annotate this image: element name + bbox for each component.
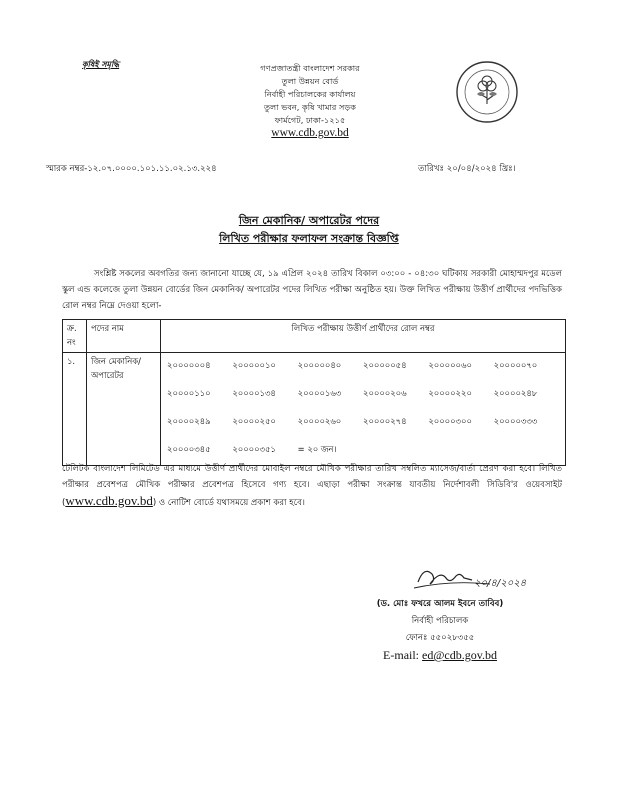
header-post-name: পদের নাম xyxy=(87,320,161,353)
signer-name: (ড. মোঃ ফখরে আলম ইবনে তাবিব) xyxy=(376,599,504,609)
roll-number: = ২০ জন। xyxy=(297,444,337,454)
email-link[interactable]: ed@cdb.gov.bd xyxy=(422,648,497,662)
handwritten-signature-icon xyxy=(410,560,527,596)
roll-number: ২০০০০১১০ xyxy=(167,388,211,398)
roll-number: ২০০০০২৬০ xyxy=(297,416,342,426)
header-government: গণপ্রজাতন্ত্রী বাংলাদেশ সরকার xyxy=(260,63,360,73)
results-table xyxy=(62,319,566,466)
roll-number-list xyxy=(165,355,561,463)
row-serial: ১. xyxy=(63,353,87,466)
cotton-development-board-seal-icon xyxy=(455,60,519,124)
header-address: তুলা ভবন, কৃষি খামার সড়ক xyxy=(264,102,356,112)
notice-date: তারিখঃ ২০/০৪/২০২৪ খ্রিঃ। xyxy=(418,164,516,174)
intro-paragraph: সংশ্লিষ্ট সকলের অবগতির জন্য জানানো যাচ্ছে যে, ১৯ এপ্রিল ২০২৪ তারিখ বিকাল ০৩:০০ - ০৪:৩০ ঘটিকায় সরকারী মোহাম্মদপুর মডেল স্কুল এন্ড কলেজে তুলা উন্নয়ন বোর্ডের জিন মেকানিক/ অপারেটর পদের লিখিত পরীক্ষা অনুষ্ঠিত হয়। উক্ত লিখিত পরীক্ষায় উত্তীর্ণ প্রার্থীদের পদভিত্তিক রোল নম্বর নিম্নে দেওয়া হলো- xyxy=(62,269,562,311)
roll-number: ২০০০০৩৫১ xyxy=(232,444,276,454)
header-website-link[interactable]: www.cdb.gov.bd xyxy=(271,127,349,139)
roll-number: ২০০০০১৩৪ xyxy=(232,388,276,398)
roll-number: ২০০০০৩৩৩ xyxy=(493,416,538,426)
roll-number: ২০০০০০০৪ xyxy=(167,360,211,370)
roll-number: ২০০০০২৭৪ xyxy=(363,416,407,426)
roll-number: ২০০০০২৪৮ xyxy=(493,388,538,398)
roll-number: ২০০০০২২০ xyxy=(428,388,472,398)
header-serial: ক্র. নং xyxy=(63,320,87,353)
roll-number: ২০০০০২০৬ xyxy=(363,388,407,398)
office-header xyxy=(200,62,420,140)
website-link[interactable]: www.cdb.gov.bd xyxy=(65,493,153,508)
row-post-name: জিন মেকানিক/ অপারেটর xyxy=(87,353,161,466)
notice-title-line2: লিখিত পরীক্ষার ফলাফল সংক্রান্ত বিজ্ঞপ্তি xyxy=(219,232,399,245)
signature-date: ২০/৪/২০২৪ xyxy=(474,578,527,589)
roll-number: ২০০০০০১০ xyxy=(232,360,276,370)
roll-number: ২০০০০২৫০ xyxy=(232,416,276,426)
motto: কৃষিই সমৃদ্ধি xyxy=(82,60,120,69)
header-office: নির্বাহী পরিচালকের কার্যালয় xyxy=(264,89,356,99)
signer-phone: ফোনঃ ৫৫০২৮৩৫৫ xyxy=(405,633,475,643)
roll-number: ২০০০০০৫৪ xyxy=(363,360,407,370)
signer-designation: নির্বাহী পরিচালক xyxy=(411,616,469,626)
roll-number: ২০০০০৩৪৫ xyxy=(167,444,211,454)
header-city: ফার্মগেট, ঢাকা-১২১৫ xyxy=(274,115,346,125)
signer-block xyxy=(320,596,560,664)
instructions-paragraph: টেলিটক বাংলাদেশ লিমিটেড এর মাধ্যমে উত্তীর্ণ প্রার্থীদের মোবাইল নম্বরে মৌখিক পরীক্ষার তারিখ সম্বলিত ম্যাসেজ/বার্তা প্রেরণ করা হবে। লিখিত পরীক্ষার প্রবেশপত্র মৌখিক পরীক্ষার প্রবেশপত্র হিসেবে গণ্য হবে। এছাড়া পরীক্ষা সংক্রান্ত যাবতীয় নির্দেশাবলী সিডিবি'র ওয়েবসাইট (www.cdb.gov.bd) ও নোটিশ বোর্ডে যথাসময়ে প্রকাশ করা হবে। xyxy=(62,464,562,508)
roll-number: ২০০০০৩০০ xyxy=(428,416,472,426)
memo-number: স্মারক নম্বর-১২.০৭.০০০০.১০১.১১.০২.১৩.২২৪ xyxy=(46,164,217,174)
table-row xyxy=(63,353,566,466)
roll-number: ২০০০০০৭০ xyxy=(493,360,538,370)
roll-number: ২০০০০২৪৯ xyxy=(167,416,211,426)
table-header-row xyxy=(63,320,566,353)
roll-number: ২০০০০১৬৩ xyxy=(297,388,342,398)
roll-number: ২০০০০০৬০ xyxy=(428,360,472,370)
header-roll-numbers: লিখিত পরীক্ষায় উত্তীর্ণ প্রার্থীদের রোল নম্বর xyxy=(161,320,566,353)
header-board: তুলা উন্নয়ন বোর্ড xyxy=(281,76,339,86)
roll-number: ২০০০০০৪০ xyxy=(297,360,342,370)
roll-numbers-cell xyxy=(161,353,566,466)
notice-title-line1: জিন মেকানিক/ অপারেটর পদের xyxy=(238,214,380,227)
signer-email: E-mail: ed@cdb.gov.bd xyxy=(383,648,497,662)
